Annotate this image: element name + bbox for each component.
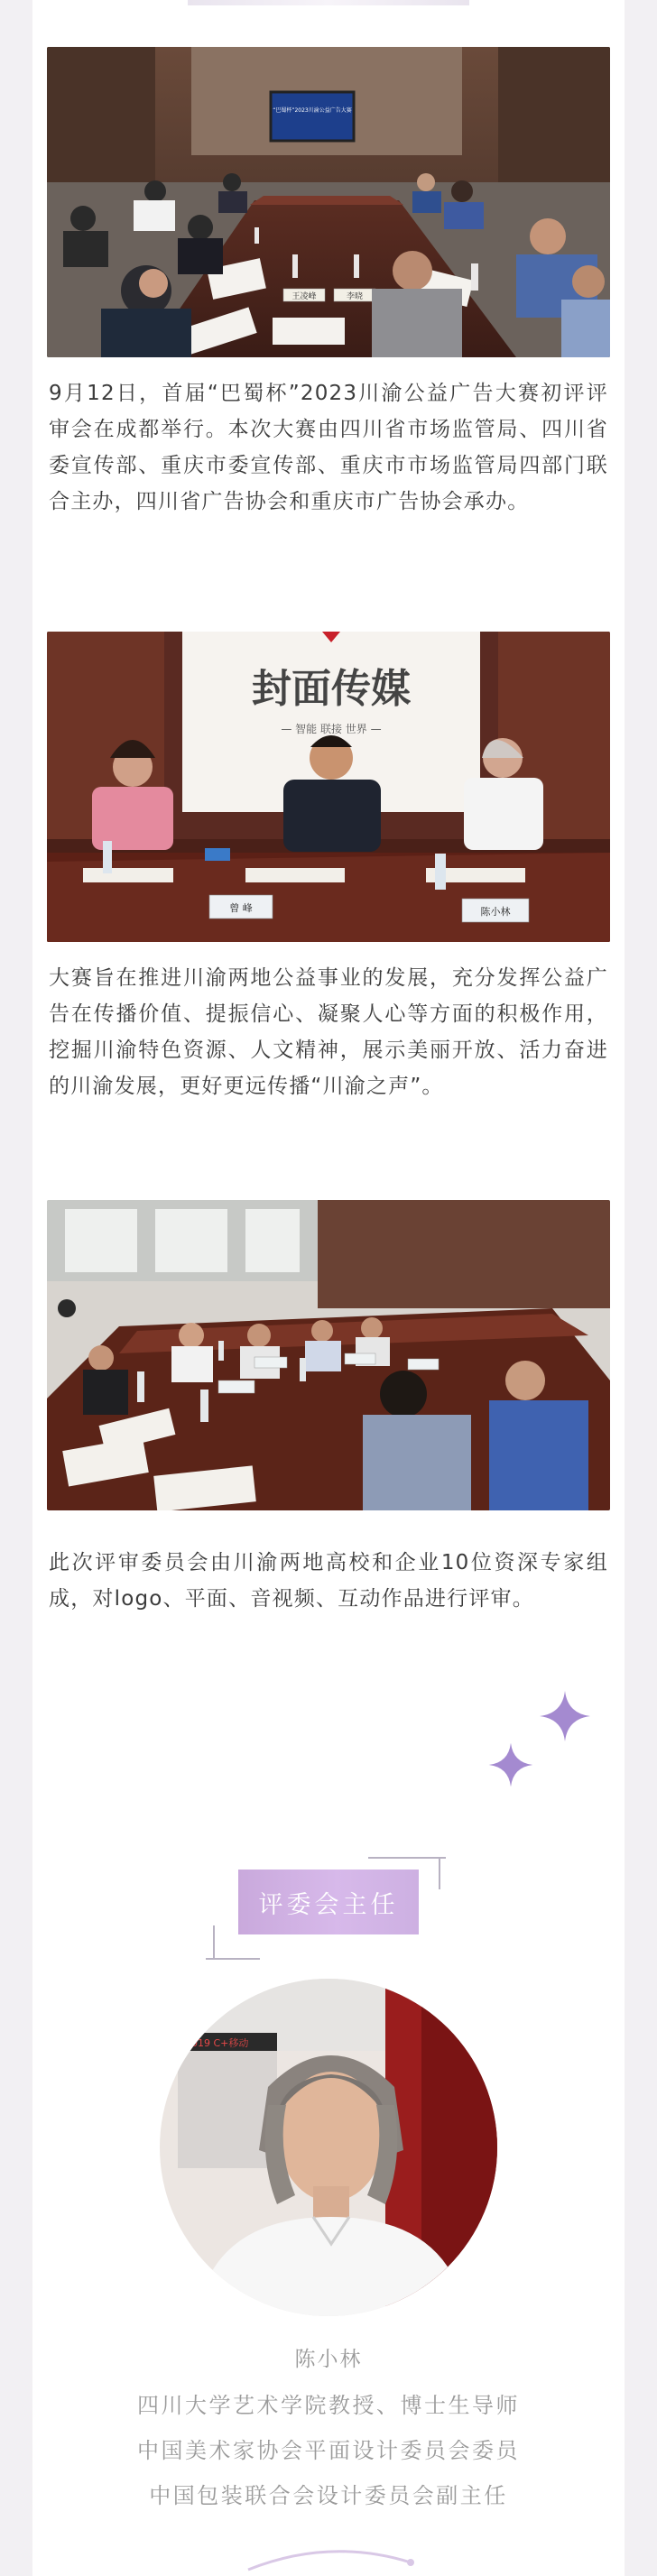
name-card-1: 曾 峰 [229, 902, 253, 914]
judge-role-3: 中国包装联合会设计委员会副主任 [149, 2483, 508, 2508]
decor-line-top-vertical [439, 1857, 440, 1889]
meeting-photo-3[interactable] [47, 1200, 610, 1510]
name-card-2: 李晓 [346, 292, 364, 301]
name-card-1: 王凌峰 [291, 292, 317, 301]
wall-slogan: — 智能 联接 世界 — [281, 723, 382, 735]
judge-role-1: 四川大学艺术学院教授、博士生导师 [137, 2393, 520, 2418]
decor-line-top [368, 1857, 446, 1859]
judge-portrait[interactable] [160, 1979, 497, 2316]
judges-reviewing-photo [47, 1200, 610, 1510]
bottom-decor-arc [244, 2544, 415, 2571]
decor-line-bottom-vertical [213, 1925, 215, 1960]
paragraph-purpose: 大赛旨在推进川渝两地公益事业的发展，充分发挥公益广告在传播价值、提振信心、凝聚人心等方面的积极作用，挖掘川渝特色资源、人文精神，展示美丽开放、活力奋进的川渝发展，更好更远传播“川渝之声”。 [49, 966, 608, 1098]
meeting-photo-2[interactable] [47, 632, 610, 942]
judge-role-2: 中国美术家协会平面设计委员会委员 [137, 2438, 520, 2463]
paragraph-committee: 此次评审委员会由川渝两地高校和企业10位资深专家组成，对logo、平面、音视频、互动作品进行评审。 [49, 1551, 608, 1611]
sparkle-small-icon [487, 1741, 534, 1788]
name-card-2: 陈小林 [480, 906, 511, 918]
meeting-photo-1[interactable] [47, 47, 610, 357]
section-title: 评委会主任 [238, 1870, 419, 1934]
wall-sign: 封面传媒 [252, 666, 411, 712]
section-title-block [206, 1850, 451, 1985]
meeting-room-photo [47, 47, 610, 357]
backdrop-text: 2019 C+移动 [185, 2037, 249, 2049]
paragraph-intro: 9月12日，首届“巴蜀杯”2023川渝公益广告大赛初评评审会在成都举行。本次大赛由四川省市场监管局、四川省委宣传部、重庆市委宣传部、重庆市市场监管局四部门联合主办，四川省广告协会和重庆市广告协会承办。 [49, 382, 608, 513]
judge-name: 陈小林 [294, 2348, 363, 2371]
screen-text: “巴蜀杯”2023川渝公益广告大赛 [273, 107, 352, 114]
judge-portrait-photo [160, 1979, 497, 2316]
top-decoration-strip [188, 0, 469, 5]
panel-judges-photo [47, 632, 610, 942]
sparkle-large-icon [538, 1689, 592, 1743]
